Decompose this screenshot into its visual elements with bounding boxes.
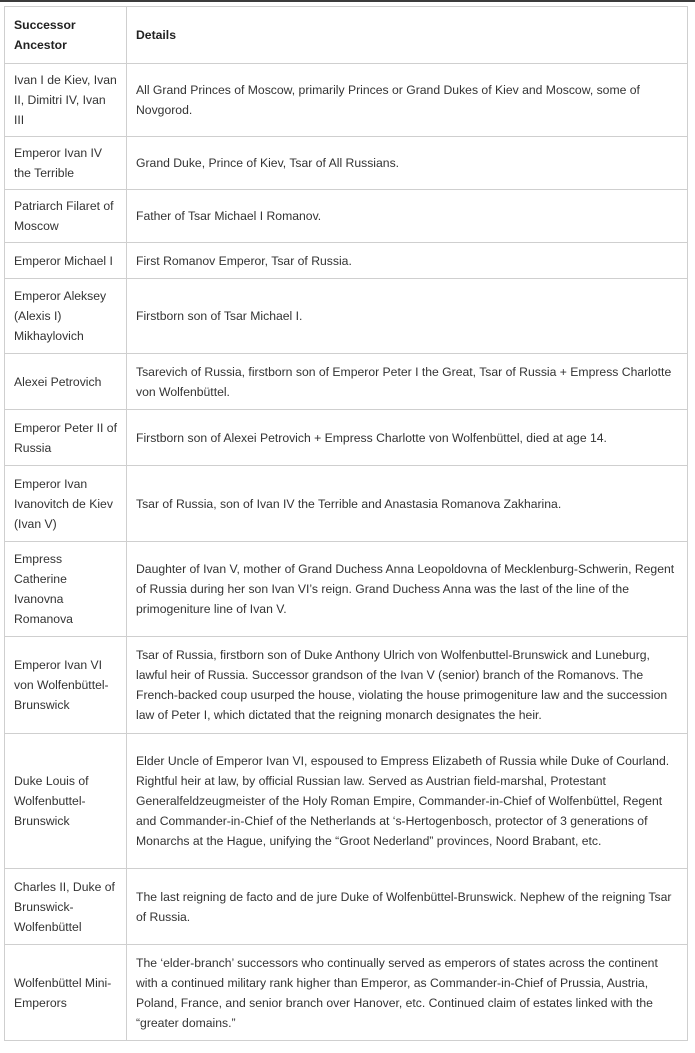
successor-cell: Emperor Ivan IV the Terrible [5, 137, 127, 190]
table-row [5, 279, 688, 354]
successor-cell: Wolfenbüttel Mini-Emperors [5, 945, 127, 1041]
details-cell: All Grand Princes of Moscow, primarily Princes or Grand Dukes of Kiev and Moscow, some of Novgorod. [127, 64, 688, 137]
top-divider [0, 0, 695, 2]
successor-cell: Emperor Michael I [5, 243, 127, 279]
details-cell: Grand Duke, Prince of Kiev, Tsar of All Russians. [127, 137, 688, 190]
table-row [5, 243, 688, 279]
successor-cell: Emperor Ivan Ivanovitch de Kiev (Ivan V) [5, 466, 127, 542]
successor-cell: Emperor Peter II of Russia [5, 410, 127, 466]
table-row [5, 542, 688, 637]
successor-cell: Emperor Aleksey (Alexis I) Mikhaylovich [5, 279, 127, 354]
successor-cell: Empress Catherine Ivanovna Romanova [5, 542, 127, 637]
details-cell: The ‘elder-branch’ successors who continually served as emperors of states across the continent with a continued military rank higher than Emperor, as Commander-in-Chief of Prussia, Austria, Poland, France, and senior branch over Hanover, etc. Continued claim of estates linked with the “greater domains.” [127, 945, 688, 1041]
succession-table [4, 6, 688, 1041]
table-header [5, 7, 688, 64]
header-row [5, 7, 688, 64]
table-row [5, 637, 688, 734]
table-row [5, 734, 688, 869]
details-cell: Tsar of Russia, son of Ivan IV the Terrible and Anastasia Romanova Zakharina. [127, 466, 688, 542]
table-row [5, 869, 688, 945]
successor-cell: Patriarch Filaret of Moscow [5, 190, 127, 243]
details-cell: Elder Uncle of Emperor Ivan VI, espoused to Empress Elizabeth of Russia while Duke of Courland. Rightful heir at law, by official Russian law. Served as Austrian field-marshal, Protestant Generalfeldzeugmeister of the Holy Roman Empire, Commander-in-Chief of Wolfenbüttel, Regent and Commander-in-Chief of the Netherlands at ‘s-Hertogenbosch, protector of 3 generations of Monarchs at the Hague, unifying the “Groot Nederland” provinces, Noord Brabant, etc. [127, 734, 688, 869]
table-row [5, 190, 688, 243]
details-cell: Firstborn son of Tsar Michael I. [127, 279, 688, 354]
table-body [5, 64, 688, 1041]
table-row [5, 354, 688, 410]
successor-cell: Charles II, Duke of Brunswick-Wolfenbüttel [5, 869, 127, 945]
details-cell: Firstborn son of Alexei Petrovich + Empress Charlotte von Wolfenbüttel, died at age 14. [127, 410, 688, 466]
details-cell: The last reigning de facto and de jure Duke of Wolfenbüttel-Brunswick. Nephew of the reigning Tsar of Russia. [127, 869, 688, 945]
column-header-details: Details [127, 7, 688, 64]
details-cell: Tsar of Russia, firstborn son of Duke Anthony Ulrich von Wolfenbuttel-Brunswick and Luneburg, lawful heir of Russia. Successor grandson of the Ivan V (senior) branch of the Romanovs. The French-backed coup usurped the house, violating the house primogeniture law and the succession law of Peter I, which dictated that the reigning monarch designates the heir. [127, 637, 688, 734]
successor-cell: Ivan I de Kiev, Ivan II, Dimitri IV, Ivan III [5, 64, 127, 137]
table-row [5, 466, 688, 542]
details-cell: Daughter of Ivan V, mother of Grand Duchess Anna Leopoldovna of Mecklenburg-Schwerin, Regent of Russia during her son Ivan VI’s reign. Grand Duchess Anna was the last of the line of the primogeniture line of Ivan V. [127, 542, 688, 637]
column-header-successor-ancestor: Successor Ancestor [5, 7, 127, 64]
table-row [5, 945, 688, 1041]
successor-cell: Emperor Ivan VI von Wolfenbüttel-Brunswick [5, 637, 127, 734]
table-row [5, 410, 688, 466]
details-cell: Father of Tsar Michael I Romanov. [127, 190, 688, 243]
details-cell: First Romanov Emperor, Tsar of Russia. [127, 243, 688, 279]
table-row [5, 137, 688, 190]
table-row [5, 64, 688, 137]
successor-cell: Alexei Petrovich [5, 354, 127, 410]
details-cell: Tsarevich of Russia, firstborn son of Emperor Peter I the Great, Tsar of Russia + Empress Charlotte von Wolfenbüttel. [127, 354, 688, 410]
successor-cell: Duke Louis of Wolfenbuttel-Brunswick [5, 734, 127, 869]
